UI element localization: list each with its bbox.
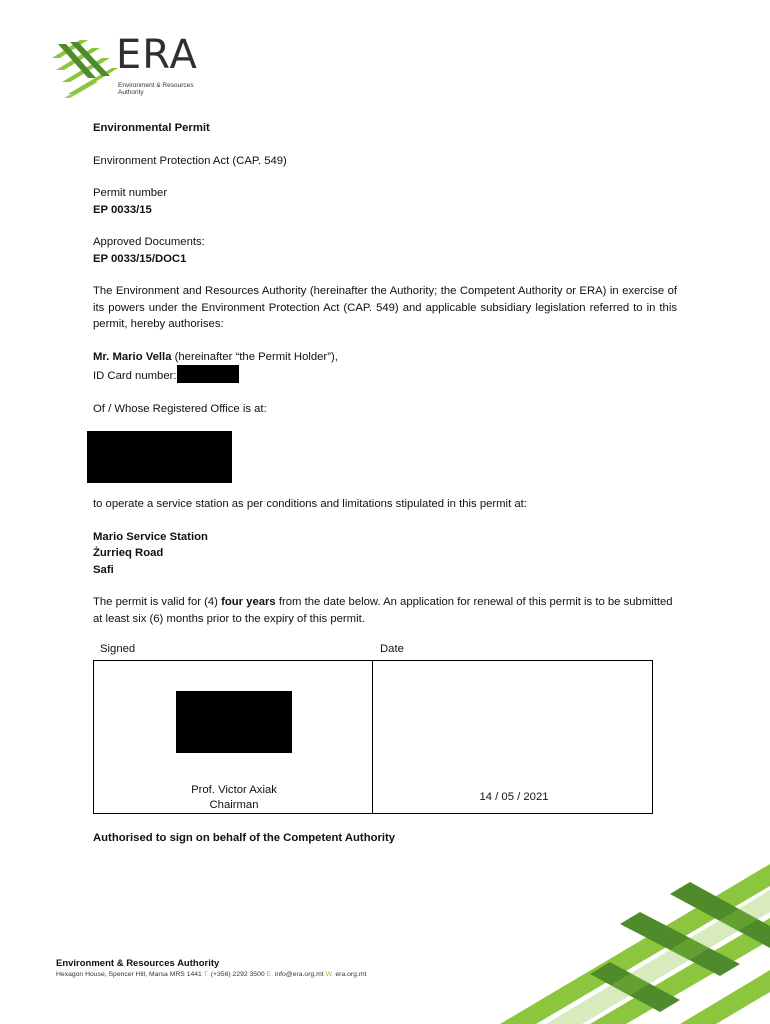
footer-org: Environment & Resources Authority [56, 958, 220, 969]
signature-header [93, 643, 653, 659]
signature-redaction [176, 691, 292, 753]
footer-phone-label: T. [203, 971, 209, 978]
approved-documents-number: EP 0033/15/DOC1 [93, 252, 187, 265]
authorisation-intro: The Environment and Resources Authority (hereinafter the Authority; the Competent Authority or ERA) in exercise of its powers under the Environment Protection Act (CAP. 549) and applicable subsidiary legislation referred to in this permit, hereby authorises: [93, 285, 677, 330]
signer-block [134, 783, 334, 813]
footer-address: Hexagon House, Spencer Hill, Marsa MRS 1441 [56, 971, 202, 978]
registered-office-label: Of / Whose Registered Office is at: [93, 402, 267, 415]
act-reference: Environment Protection Act (CAP. 549) [93, 154, 287, 167]
date-label: Date [380, 643, 404, 655]
signature-divider [372, 661, 373, 813]
authorised-statement: Authorised to sign on behalf of the Competent Authority [93, 832, 396, 844]
footer-email: info@era.org.mt [274, 971, 324, 978]
signer-name: Prof. Victor Axiak [191, 784, 277, 796]
permit-holder-name: Mr. Mario Vella [93, 350, 172, 363]
site-name: Mario Service Station [93, 530, 208, 543]
id-card-redaction [177, 365, 239, 383]
logo-wordmark: ERA [116, 32, 198, 78]
signed-label: Signed [100, 643, 136, 655]
site-town: Safi [93, 563, 114, 576]
address-redaction [87, 431, 232, 483]
permit-holder-line [93, 349, 677, 366]
document-heading: Environmental Permit [93, 122, 210, 134]
validity-post: from the date below. An application for renewal of this permit is to be submitted at least six (6) months prior to the expiry of this permit. [93, 596, 673, 625]
footer-phone: (+356) 2292 3500 [210, 971, 265, 978]
footer-email-label: E. [266, 971, 273, 978]
logo-subtitle: Environment & Resources Authority [118, 82, 194, 96]
validity-duration: four years [221, 596, 276, 608]
footer [56, 958, 366, 978]
footer-web-label: W. [325, 971, 334, 978]
id-card-line [93, 365, 677, 385]
permit-body [93, 120, 677, 627]
signature-date: 14 / 05 / 2021 [479, 791, 549, 803]
permit-number-label: Permit number [93, 187, 168, 199]
site-road: Żurrieq Road [93, 547, 164, 559]
approved-documents-label: Approved Documents: [93, 236, 205, 248]
permit-holder-suffix: (hereinafter “the Permit Holder”), [171, 350, 338, 363]
signer-title: Chairman [209, 799, 259, 811]
permit-number: EP 0033/15 [93, 203, 152, 216]
footer-web: era.org.mt [335, 971, 367, 978]
corner-stripes-icon [480, 864, 770, 1024]
signature-table [93, 660, 653, 814]
era-logo [52, 32, 202, 104]
validity-pre: The permit is valid for (4) [93, 596, 222, 608]
id-card-label: ID Card number: [93, 370, 177, 382]
era-logo-mark-icon [52, 38, 122, 104]
validity-statement [93, 594, 677, 627]
operation-statement: to operate a service station as per conditions and limitations stipulated in this permit at: [93, 498, 527, 510]
footer-contact [56, 971, 366, 978]
